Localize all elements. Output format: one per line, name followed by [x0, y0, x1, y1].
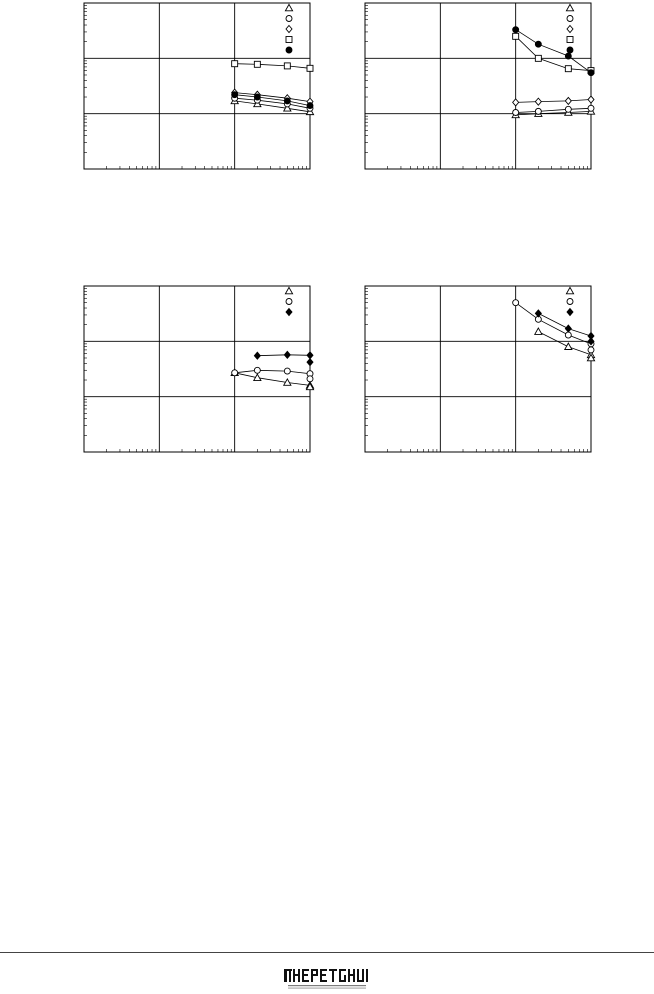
series-line [257, 355, 310, 362]
data-point-circle [535, 41, 541, 47]
chart-panel-3 [84, 286, 314, 452]
series-line [538, 332, 591, 358]
legend-marker-circle [567, 16, 573, 22]
data-point-diamond [535, 310, 541, 317]
legend-marker-circle [286, 16, 292, 22]
data-point-square [284, 63, 290, 69]
data-point-square [307, 65, 313, 71]
legend-marker-diamond [567, 26, 573, 33]
data-point-diamond [565, 97, 571, 104]
series-line [516, 30, 591, 73]
data-point-square [565, 66, 571, 72]
series-line [235, 373, 310, 387]
data-point-square [535, 55, 541, 61]
series-line [235, 370, 310, 379]
data-point-circle [284, 98, 290, 104]
chart-panel-1 [84, 3, 314, 169]
data-point-circle [565, 53, 571, 59]
plot-frame [84, 3, 310, 169]
data-point-diamond [307, 352, 313, 359]
data-point-diamond [284, 351, 290, 358]
legend-marker-triangle [285, 4, 292, 10]
legend-marker-circle [567, 47, 573, 53]
legend [566, 4, 573, 53]
series-line [235, 64, 310, 69]
data-point-diamond [307, 359, 313, 366]
data-point-circle [588, 105, 594, 111]
data-point-square [232, 61, 238, 67]
footer-divider [0, 952, 654, 953]
data-point-diamond [254, 352, 260, 359]
data-point-diamond [588, 96, 594, 103]
series-line [516, 36, 591, 70]
data-point-circle [307, 103, 313, 109]
legend-marker-circle [286, 299, 292, 305]
legend-marker-diamond [567, 309, 573, 316]
data-point-diamond [535, 98, 541, 105]
legend-marker-triangle [285, 287, 292, 293]
chart-panel-2 [365, 3, 595, 169]
data-point-circle [588, 70, 594, 76]
legend-marker-triangle [566, 4, 573, 10]
legend [566, 287, 573, 315]
legend [285, 4, 292, 53]
data-point-circle [513, 27, 519, 33]
legend-marker-square [286, 37, 292, 43]
data-point-circle [588, 347, 594, 353]
data-point-triangle [565, 343, 572, 349]
series-line [516, 303, 591, 350]
data-point-circle [565, 106, 571, 112]
data-point-circle [535, 108, 541, 114]
series-line [538, 313, 591, 341]
data-point-circle [513, 109, 519, 115]
data-point-square [513, 33, 519, 39]
legend-marker-diamond [286, 309, 292, 316]
data-point-square [254, 61, 260, 67]
series-line [235, 93, 310, 102]
company-logo-icon [284, 969, 370, 991]
chart-panel-4 [365, 286, 595, 452]
legend-marker-square [567, 37, 573, 43]
data-point-circle [254, 94, 260, 100]
data-point-circle [513, 300, 519, 306]
legend-marker-triangle [566, 287, 573, 293]
series-line [516, 100, 591, 103]
data-point-diamond [565, 325, 571, 332]
plot-frame [365, 3, 591, 169]
data-point-circle [232, 370, 238, 376]
plot-frame [84, 286, 310, 452]
legend-marker-diamond [286, 26, 292, 33]
data-point-circle [565, 332, 571, 338]
legend-marker-circle [567, 299, 573, 305]
data-point-circle [284, 368, 290, 374]
data-point-diamond [513, 99, 519, 106]
data-point-triangle [535, 328, 542, 334]
plot-frame [365, 286, 591, 452]
data-point-circle [307, 376, 313, 382]
data-point-circle [254, 367, 260, 373]
data-point-circle [232, 92, 238, 98]
legend [285, 287, 292, 315]
legend-marker-circle [286, 47, 292, 53]
